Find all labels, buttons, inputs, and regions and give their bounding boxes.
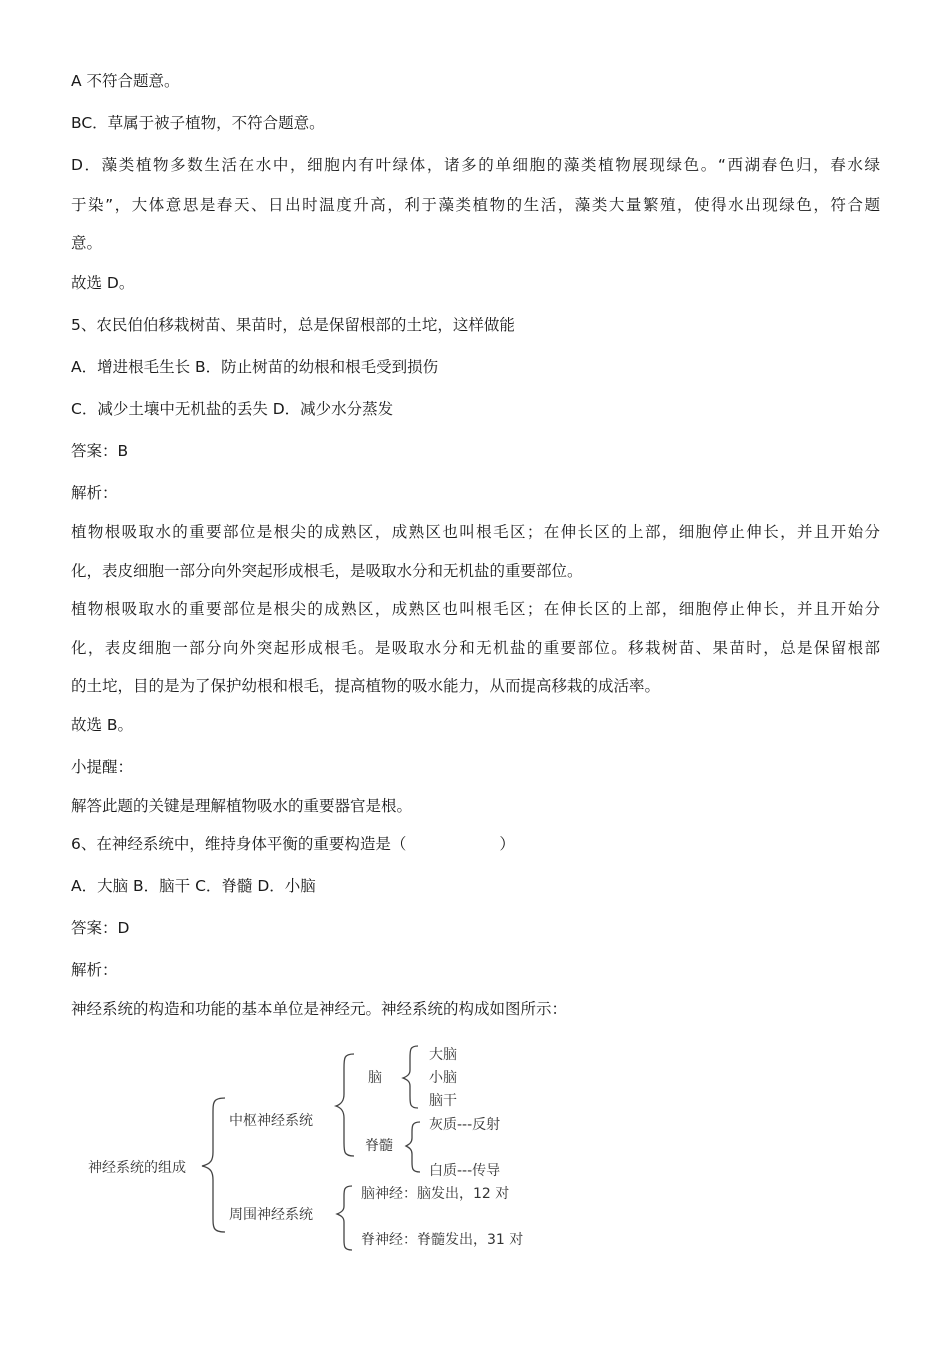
diagram-brain-label: 脑	[368, 1070, 382, 1086]
answer-a-note: A 不符合题意。	[71, 72, 180, 90]
spinal-brace	[406, 1122, 420, 1172]
question-5-analysis-p2-line-3: 的土坨，目的是为了保护幼根和根毛，提高植物的吸水能力，从而提高移栽的成活率。	[71, 677, 661, 695]
answer-bc-note: BC．草属于被子植物，不符合题意。	[71, 114, 325, 132]
question-5-analysis-p2-line-2: 化，表皮细胞一部分向外突起形成根毛。是吸取水分和无机盐的重要部位。移栽树苗、果苗时，总是保留根部	[71, 639, 880, 657]
diagram-spinal-cord-label: 脊髓	[365, 1138, 393, 1154]
diagram-cerebellum-label: 小脑	[429, 1070, 457, 1086]
question-5-analysis-p1-line-2: 化，表皮细胞一部分向外突起形成根毛，是吸取水分和无机盐的重要部位。	[71, 562, 583, 580]
diagram-spinal-nerves-label: 脊神经：脊髓发出，31 对	[361, 1232, 524, 1248]
question-6-analysis-text: 神经系统的构造和功能的基本单位是神经元。神经系统的构成如图所示：	[71, 1000, 568, 1018]
nervous-system-diagram	[80, 1038, 550, 1260]
answer-d-note-line-3: 意。	[71, 234, 103, 252]
question-5-analysis-p1-line-1: 植物根吸取水的重要部位是根尖的成熟区，成熟区也叫根毛区；在伸长区的上部，细胞停止伸长，并且开始分	[71, 523, 880, 541]
brain-brace	[403, 1046, 418, 1108]
question-5: 5、农民伯伯移栽树苗、果苗时，总是保留根部的土坨，这样做能	[71, 316, 515, 334]
question-6-options: A．大脑 B．脑干 C．脊髓 D．小脑	[71, 877, 316, 895]
question-5-options-cd: C．减少土壤中无机盐的丢失 D．减少水分蒸发	[71, 400, 394, 418]
central-brace	[336, 1054, 354, 1156]
conclusion-q4: 故选 D。	[71, 274, 135, 292]
question-5-options-ab: A．增进根毛生长 B．防止树苗的幼根和根毛受到损伤	[71, 358, 439, 376]
diagram-root-label: 神经系统的组成	[88, 1160, 186, 1176]
question-5-tip-text: 解答此题的关键是理解植物吸水的重要器官是根。	[71, 797, 413, 815]
diagram-peripheral-label: 周围神经系统	[229, 1207, 313, 1223]
question-5-conclusion: 故选 B。	[71, 716, 134, 734]
diagram-central-label: 中枢神经系统	[229, 1113, 313, 1129]
question-5-analysis-p2-line-1: 植物根吸取水的重要部位是根尖的成熟区，成熟区也叫根毛区；在伸长区的上部，细胞停止伸长，并且开始分	[71, 600, 880, 618]
diagram-cerebrum-label: 大脑	[429, 1047, 457, 1063]
peripheral-brace	[337, 1186, 352, 1250]
diagram-brainstem-label: 脑干	[429, 1093, 457, 1109]
diagram-gray-matter-label: 灰质---反射	[429, 1117, 501, 1133]
question-5-tip-heading: 小提醒：	[71, 758, 134, 776]
question-6: 6、在神经系统中，维持身体平衡的重要构造是（ ）	[71, 835, 515, 853]
diagram-white-matter-label: 白质---传导	[429, 1163, 501, 1179]
answer-d-note-line-2: 于染”，大体意思是春天、日出时温度升高，利于藻类植物的生活，藻类大量繁殖，使得水出现绿色，符合题	[71, 196, 880, 214]
question-6-answer: 答案：D	[71, 919, 130, 937]
question-6-analysis-heading: 解析：	[71, 961, 118, 979]
root-brace	[202, 1098, 225, 1232]
question-5-answer: 答案：B	[71, 442, 129, 460]
answer-d-note-line-1: D．藻类植物多数生活在水中，细胞内有叶绿体，诸多的单细胞的藻类植物展现绿色。“西湖春色归，春水绿	[71, 156, 880, 174]
diagram-cranial-nerves-label: 脑神经：脑发出，12 对	[361, 1186, 510, 1202]
question-5-analysis-heading: 解析：	[71, 484, 118, 502]
